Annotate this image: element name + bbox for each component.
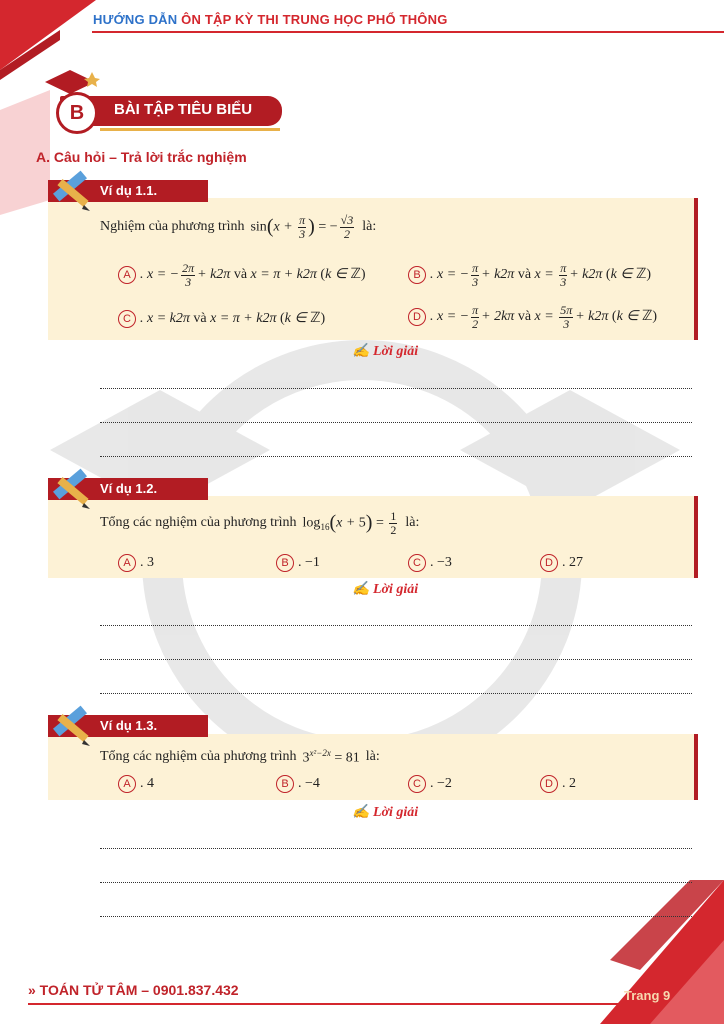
answer-line[interactable] — [100, 456, 692, 457]
footer-divider — [28, 1003, 628, 1005]
option-1c[interactable]: C . x = k2π và x = π + k2π (k ∈ ℤ) — [118, 310, 325, 328]
option-letter: A — [118, 554, 136, 572]
page-number: Trang 9 — [624, 988, 671, 1003]
question-3-suffix: là: — [365, 749, 380, 765]
option-1d[interactable]: D . x = − $\frac{\pi}{2}$ + 2kπ và x = $\frac{5\pi}{3}$ + k2π (k ∈ ℤ) — [408, 304, 657, 330]
answer-line[interactable] — [100, 882, 692, 883]
option-value: 2 — [569, 776, 576, 792]
solution-text: Lời giải — [372, 344, 419, 359]
question-2-equation: $\log_{16}(x + 5)$ = $\frac{1}{2}$ — [302, 509, 397, 537]
question-3 — [100, 748, 380, 767]
pencil-ruler-icon — [48, 702, 94, 748]
answer-line[interactable] — [100, 693, 692, 694]
option-value: −2 — [437, 776, 452, 792]
question-3-prefix: Tổng các nghiệm của phương trình — [100, 749, 297, 765]
answer-line[interactable] — [100, 659, 692, 660]
section-underline — [100, 128, 280, 131]
option-3c[interactable]: C . −2 — [408, 775, 452, 793]
option-letter: D — [540, 775, 558, 793]
option-value: 27 — [569, 555, 583, 571]
option-value: −3 — [437, 555, 452, 571]
solution-label-1: ✍ Lời giải — [352, 344, 419, 359]
option-3d[interactable]: D . 2 — [540, 775, 576, 793]
section-title: BÀI TẬP TIÊU BIỂU — [114, 101, 253, 118]
pencil-ruler-icon — [48, 167, 94, 213]
option-letter: A — [118, 775, 136, 793]
answer-line[interactable] — [100, 388, 692, 389]
question-1-prefix: Nghiệm của phương trình — [100, 219, 245, 235]
section-letter: B — [69, 102, 85, 124]
answer-line[interactable] — [100, 422, 692, 423]
option-value: 3 — [147, 555, 154, 571]
subsection-title: A. Câu hỏi – Trả lời trắc nghiệm — [36, 149, 247, 165]
option-letter: D — [408, 308, 426, 326]
solution-text: Lời giải — [372, 582, 419, 597]
option-2b[interactable]: B . −1 — [276, 554, 320, 572]
header-divider — [92, 31, 724, 33]
option-letter: B — [408, 266, 426, 284]
question-1 — [100, 214, 376, 240]
question-2 — [100, 510, 419, 536]
page-header-title — [93, 12, 448, 27]
option-2d[interactable]: D . 27 — [540, 554, 583, 572]
option-2c[interactable]: C . −3 — [408, 554, 452, 572]
footer-brand: » TOÁN TỬ TÂM – 0901.837.432 — [28, 982, 239, 998]
option-1b[interactable]: B . x = − $\frac{\pi}{3}$ + k2π và x = $\frac{\pi}{3}$ + k2π (k ∈ ℤ) — [408, 262, 651, 288]
option-letter: A — [118, 266, 136, 284]
question-2-prefix: Tổng các nghiệm của phương trình — [100, 515, 297, 531]
question-1-suffix: là: — [362, 219, 377, 235]
option-letter: C — [408, 775, 426, 793]
option-value: 4 — [147, 776, 154, 792]
pencil-ruler-icon — [48, 465, 94, 511]
solution-text: Lời giải — [372, 805, 419, 820]
option-letter: C — [408, 554, 426, 572]
option-letter: D — [540, 554, 558, 572]
header-title-part1: HƯỚNG DẪN — [93, 12, 182, 27]
option-2a[interactable]: A . 3 — [118, 554, 154, 572]
solution-label-3: ✍ Lời giải — [352, 805, 419, 820]
answer-line[interactable] — [100, 625, 692, 626]
answer-line[interactable] — [100, 916, 692, 917]
example-label-3: Ví dụ 1.3. — [48, 715, 208, 737]
option-3a[interactable]: A . 4 — [118, 775, 154, 793]
answer-line[interactable] — [100, 848, 692, 849]
option-1a[interactable]: A . x = − $\frac{2\pi}{3}$ + k2π và x = π + k2π (k ∈ ℤ) — [118, 262, 366, 288]
example-label-2: Ví dụ 1.2. — [48, 478, 208, 500]
option-letter: B — [276, 775, 294, 793]
option-value: −4 — [305, 776, 320, 792]
option-letter: C — [118, 310, 136, 328]
question-2-suffix: là: — [405, 515, 420, 531]
example-label-1: Ví dụ 1.1. — [48, 180, 208, 202]
header-title-part2: ÔN TẬP KỲ THI TRUNG HỌC PHỔ THÔNG — [181, 12, 448, 27]
question-1-equation: sin(x + $\frac{\pi}{3}$ ) = − $\frac{√3}{2}$ — [250, 213, 354, 241]
option-letter: B — [276, 554, 294, 572]
option-3b[interactable]: B . −4 — [276, 775, 320, 793]
solution-label-2: ✍ Lời giải — [352, 582, 419, 597]
question-3-equation: $3^{x^2-2x} = 81$ — [302, 748, 360, 766]
option-value: −1 — [305, 555, 320, 571]
